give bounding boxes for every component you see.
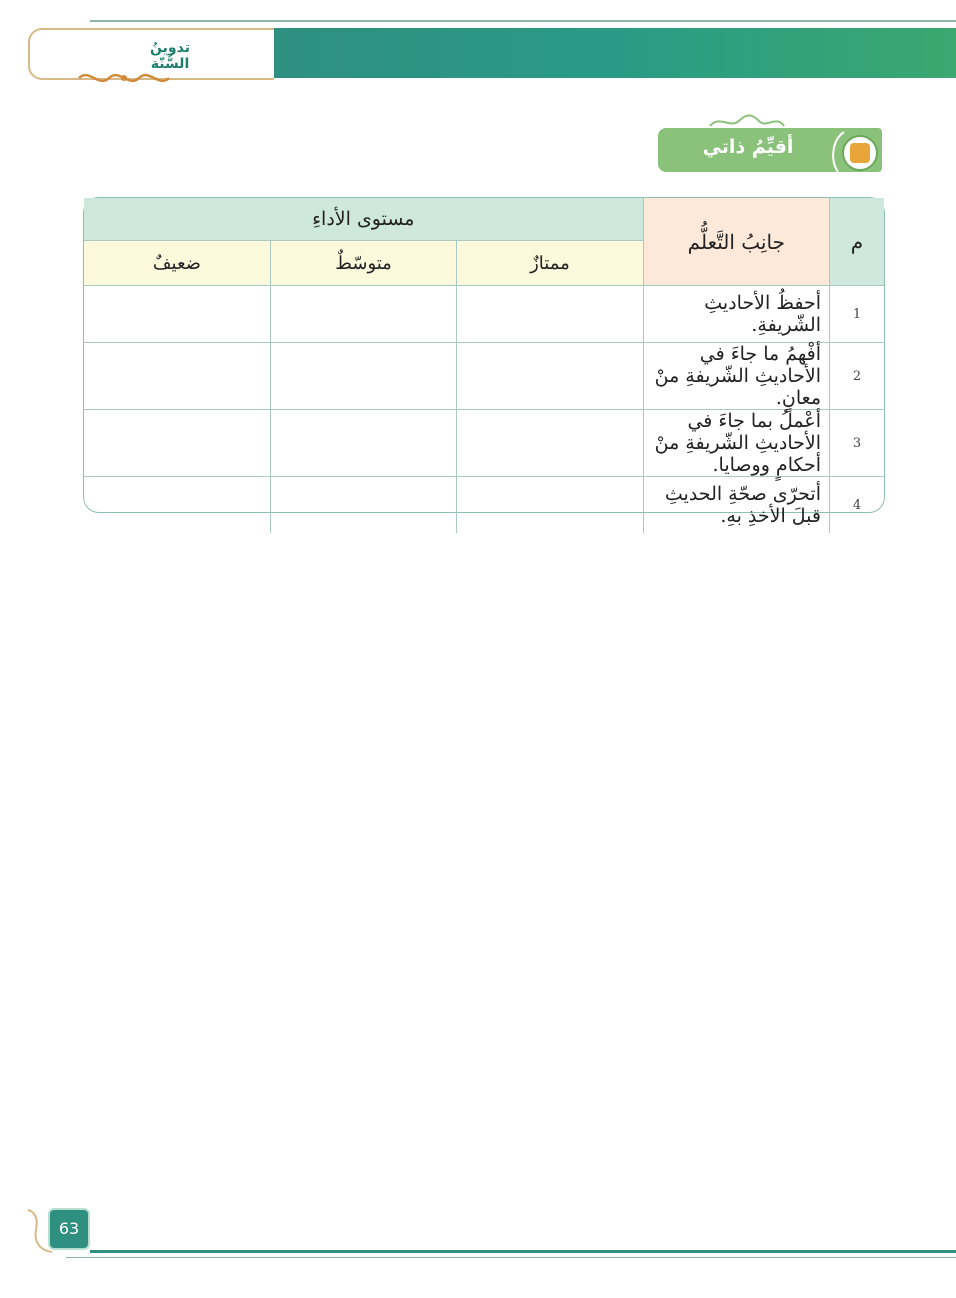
pencil-paper-icon bbox=[842, 135, 878, 171]
footer-rule bbox=[90, 1250, 956, 1253]
row-text: أعْملُ بما جاءَ في الأحاديثِ الشّريفةِ منْ أحكامٍ ووصايا. bbox=[643, 410, 829, 477]
grade-cell-weak[interactable] bbox=[84, 343, 270, 410]
table-row bbox=[84, 477, 884, 534]
grade-cell-excellent[interactable] bbox=[457, 410, 643, 477]
header-ornament-icon bbox=[74, 68, 174, 88]
grade-average-header: متوسّطٌ bbox=[270, 241, 456, 286]
grade-weak-header: ضعيفٌ bbox=[84, 241, 270, 286]
header-top-rule bbox=[90, 20, 956, 22]
grade-cell-weak[interactable] bbox=[84, 477, 270, 534]
grade-excellent-header: ممتازٌ bbox=[457, 241, 643, 286]
row-number: 4 bbox=[830, 477, 885, 534]
page-number: 63 bbox=[48, 1208, 90, 1250]
column-level-header: مستوى الأداءِ bbox=[84, 198, 643, 241]
grade-cell-excellent[interactable] bbox=[457, 286, 643, 343]
table-row bbox=[84, 343, 884, 410]
row-text: أحفظُ الأحاديثِ الشّريفةِ. bbox=[643, 286, 829, 343]
row-text: أتحرّى صحّةِ الحديثِ قبلَ الأخذِ بهِ. bbox=[643, 477, 829, 534]
footer-rule-thin bbox=[66, 1257, 956, 1258]
grade-cell-average[interactable] bbox=[270, 410, 456, 477]
self-assessment-table bbox=[83, 197, 885, 527]
column-aspect-header: جانِبُ التَّعلُّم bbox=[643, 198, 829, 286]
table-row bbox=[84, 286, 884, 343]
grade-cell-average[interactable] bbox=[270, 477, 456, 534]
table-row bbox=[84, 410, 884, 477]
row-number: 1 bbox=[830, 286, 885, 343]
grade-cell-weak[interactable] bbox=[84, 286, 270, 343]
grade-cell-average[interactable] bbox=[270, 286, 456, 343]
unit-title: تدوينُ السُّنّة bbox=[150, 40, 190, 72]
column-number-header: م bbox=[830, 198, 885, 286]
grade-cell-excellent[interactable] bbox=[457, 477, 643, 534]
row-number: 2 bbox=[830, 343, 885, 410]
grade-cell-average[interactable] bbox=[270, 343, 456, 410]
grade-cell-excellent[interactable] bbox=[457, 343, 643, 410]
grade-cell-weak[interactable] bbox=[84, 410, 270, 477]
header-band bbox=[270, 28, 956, 78]
row-text: أفْهمُ ما جاءَ في الأحاديثِ الشّريفةِ منْ معانٍ. bbox=[643, 343, 829, 410]
badge-title: أقيِّمُ ذاتي bbox=[702, 136, 794, 158]
row-number: 3 bbox=[830, 410, 885, 477]
